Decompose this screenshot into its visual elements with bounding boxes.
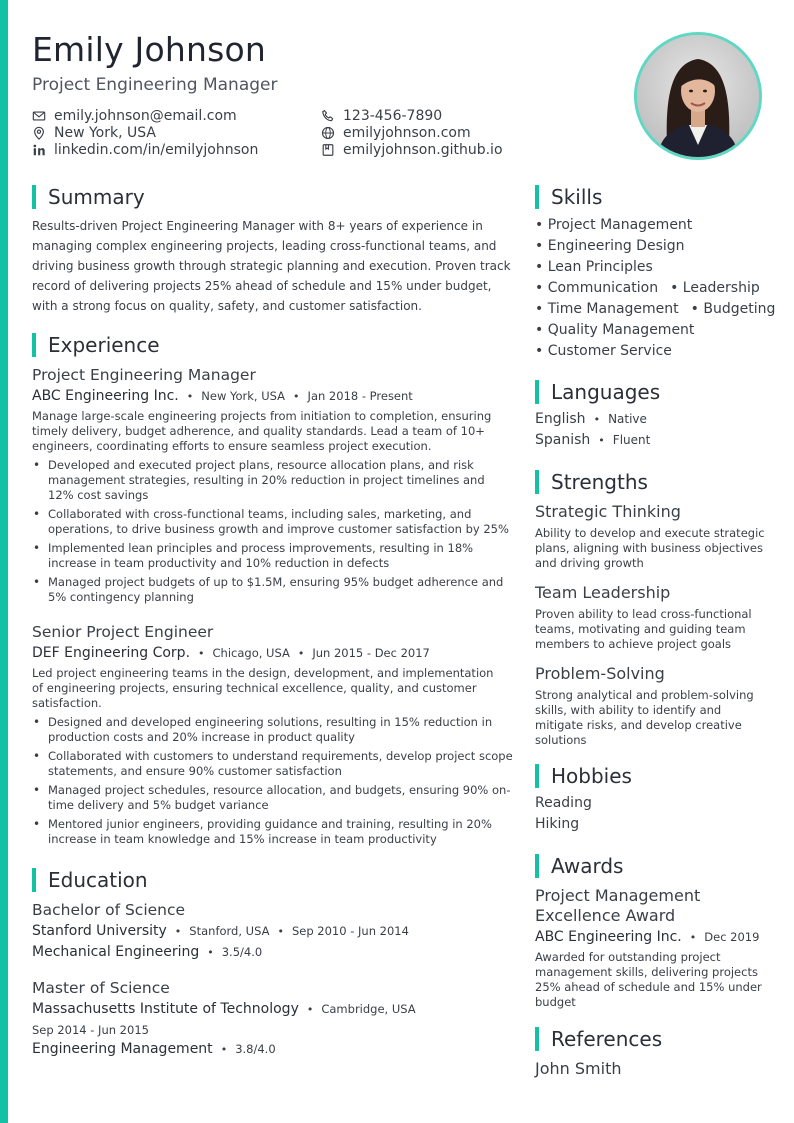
portrait-image bbox=[637, 35, 759, 157]
strength-text: Ability to develop and execute strategic plans, aligning with business objectives and driving growth bbox=[535, 526, 765, 570]
job-bullets bbox=[32, 715, 514, 851]
contact-phone[interactable]: 123-456-7890 bbox=[321, 108, 442, 124]
edu-school: Massachusetts Institute of Technology bbox=[32, 1001, 299, 1017]
list-item: • Mentored junior engineers, providing guidance and training, resulting in 20% increase in team knowledge and 15% increase in team productivity bbox=[32, 817, 514, 847]
skill-item: • Lean Principles bbox=[535, 259, 653, 275]
language-name: Spanish bbox=[535, 432, 591, 448]
profile-photo bbox=[634, 32, 762, 160]
section-skills-header: Skills bbox=[535, 184, 602, 210]
strength-title: Team Leadership bbox=[535, 583, 671, 602]
job-dates: Jun 2015 - Dec 2017 bbox=[312, 646, 430, 660]
section-accent bbox=[535, 1027, 539, 1051]
contact-website[interactable]: emilyjohnson.com bbox=[321, 125, 471, 141]
list-item: • Collaborated with customers to understand requirements, develop project scope statements, and ensure 90% customer satisfaction bbox=[32, 749, 514, 779]
language-item: Spanish • Fluent bbox=[535, 432, 651, 448]
strength-text: Strong analytical and problem-solving skills, with ability to identify and mitigate risks, and develop creative solutions bbox=[535, 688, 754, 747]
strength-title: Strategic Thinking bbox=[535, 502, 681, 521]
language-level: Fluent bbox=[612, 433, 651, 447]
job-description: Led project engineering teams in the design, development, and implementation of engineering projects, ensuring technical excellence, quality, and customer satisfaction. bbox=[32, 666, 494, 710]
list-item: • Managed project budgets of up to $1.5M, ensuring 95% budget adherence and 5% contingency planning bbox=[32, 575, 512, 605]
edu-field-row: Mechanical Engineering • 3.5/4.0 bbox=[32, 944, 263, 960]
contact-location: New York, USA bbox=[32, 125, 156, 141]
edu-school: Stanford University bbox=[32, 923, 167, 939]
skill-item: • Project Management bbox=[535, 217, 693, 233]
skill-item: • Budgeting bbox=[690, 301, 776, 317]
candidate-name: Emily Johnson bbox=[32, 30, 267, 69]
contact-github[interactable]: emilyjohnson.github.io bbox=[321, 142, 503, 158]
linkedin-icon bbox=[32, 143, 46, 157]
edu-degree: Bachelor of Science bbox=[32, 901, 186, 919]
job-title: Senior Project Engineer bbox=[32, 623, 214, 641]
list-item: • Managed project schedules, resource allocation, and budgets, ensuring 90% on-time delivery and 5% budget variance bbox=[32, 783, 514, 813]
skills-list bbox=[535, 215, 775, 362]
section-languages-header: Languages bbox=[535, 379, 660, 405]
edu-gpa: 3.8/4.0 bbox=[235, 1042, 276, 1056]
section-awards-header: Awards bbox=[535, 853, 623, 879]
edu-location: Cambridge, USA bbox=[321, 1002, 416, 1016]
edu-location: Stanford, USA bbox=[189, 924, 270, 938]
language-name: English bbox=[535, 411, 586, 427]
award-date: Dec 2019 bbox=[704, 930, 760, 944]
hobby-item: Reading bbox=[535, 795, 592, 811]
section-accent bbox=[32, 333, 36, 357]
edu-dates: Sep 2010 - Jun 2014 bbox=[291, 924, 409, 938]
map-pin-icon bbox=[32, 126, 46, 140]
section-references-header: References bbox=[535, 1026, 662, 1052]
edu-dates-row bbox=[32, 1022, 149, 1038]
edu-meta: Massachusetts Institute of Technology • Cambridge, USA bbox=[32, 1001, 416, 1017]
skill-item: • Customer Service bbox=[535, 343, 672, 359]
section-accent bbox=[32, 868, 36, 892]
award-title: Project Management Excellence Award bbox=[535, 886, 701, 925]
reference-name: John Smith bbox=[535, 1059, 622, 1078]
globe-icon bbox=[321, 126, 335, 140]
language-level: Native bbox=[608, 412, 647, 426]
section-accent bbox=[535, 854, 539, 878]
edu-field: Engineering Management bbox=[32, 1041, 213, 1057]
job-title: Project Engineering Manager bbox=[32, 366, 256, 384]
envelope-icon bbox=[32, 109, 46, 123]
edu-gpa: 3.5/4.0 bbox=[221, 945, 263, 959]
strength-text: Proven ability to lead cross-functional teams, motivating and guiding team members to achieve project goals bbox=[535, 607, 752, 651]
job-meta: ABC Engineering Inc. • New York, USA • Jan 2018 - Present bbox=[32, 388, 413, 404]
section-accent bbox=[535, 380, 539, 404]
award-issuer: ABC Engineering Inc. bbox=[535, 929, 682, 945]
list-item: • Implemented lean principles and process improvements, resulting in 18% increase in team productivity and 10% reduction in defects bbox=[32, 541, 512, 571]
language-item: English • Native bbox=[535, 411, 647, 427]
job-location: Chicago, USA bbox=[212, 646, 290, 660]
skill-item: • Time Management bbox=[535, 301, 679, 317]
skill-item: • Communication bbox=[535, 280, 659, 296]
contact-email[interactable]: emily.johnson@email.com bbox=[32, 108, 237, 124]
section-accent bbox=[535, 470, 539, 494]
phone-icon bbox=[321, 109, 335, 123]
section-strengths-header: Strengths bbox=[535, 469, 648, 495]
job-location: New York, USA bbox=[201, 389, 286, 403]
section-hobbies-header: Hobbies bbox=[535, 763, 632, 789]
skill-item: • Leadership bbox=[670, 280, 760, 296]
edu-degree: Master of Science bbox=[32, 979, 170, 997]
section-accent bbox=[32, 185, 36, 209]
skill-item: • Quality Management bbox=[535, 322, 695, 338]
contact-linkedin[interactable]: linkedin.com/in/emilyjohnson bbox=[32, 142, 258, 158]
list-item: • Designed and developed engineering solutions, resulting in 15% reduction in production costs and 20% increase in product quality bbox=[32, 715, 514, 745]
job-description: Manage large-scale engineering projects from initiation to completion, ensuring timely delivery, budget adherence, and quality standards. Lead a team of 10+ engineers, coordinating efforts to ensure seamless project execution. bbox=[32, 409, 492, 453]
job-dates: Jan 2018 - Present bbox=[307, 389, 413, 403]
job-company: ABC Engineering Inc. bbox=[32, 388, 179, 404]
job-company: DEF Engineering Corp. bbox=[32, 645, 191, 661]
edu-field-row: Engineering Management • 3.8/4.0 bbox=[32, 1041, 276, 1057]
section-education-header: Education bbox=[32, 867, 148, 893]
strength-title: Problem-Solving bbox=[535, 664, 665, 683]
list-item: • Collaborated with cross-functional teams, including sales, marketing, and operations, to drive business growth and improve customer satisfaction by 25% bbox=[32, 507, 512, 537]
list-item: • Developed and executed project plans, resource allocation plans, and risk management strategies, resulting in 20% reduction in project timelines and 12% cost savings bbox=[32, 458, 512, 503]
section-summary-header: Summary bbox=[32, 184, 145, 210]
hobby-item: Hiking bbox=[535, 816, 580, 832]
award-text: Awarded for outstanding project management skills, delivering projects 25% ahead of schedule and 15% under budget bbox=[535, 950, 762, 1009]
section-accent bbox=[535, 185, 539, 209]
candidate-role: Project Engineering Manager bbox=[32, 75, 278, 95]
skill-item: • Engineering Design bbox=[535, 238, 685, 254]
award-meta: ABC Engineering Inc. • Dec 2019 bbox=[535, 929, 760, 945]
section-accent bbox=[535, 764, 539, 788]
edu-meta: Stanford University • Stanford, USA • Sep 2010 - Jun 2014 bbox=[32, 923, 409, 939]
job-meta: DEF Engineering Corp. • Chicago, USA • Jun 2015 - Dec 2017 bbox=[32, 645, 430, 661]
edu-field: Mechanical Engineering bbox=[32, 944, 200, 960]
edu-dates: Sep 2014 - Jun 2015 bbox=[32, 1023, 149, 1037]
job-bullets bbox=[32, 458, 512, 609]
section-experience-header: Experience bbox=[32, 332, 160, 358]
accent-bar bbox=[0, 0, 8, 1123]
bookmark-icon bbox=[321, 143, 335, 157]
summary-text: Results-driven Project Engineering Manager with 8+ years of experience in managing complex engineering projects, leading cross-functional teams, and driving business growth through strategic planning and execution. Proven track record of delivering projects 25% ahead of schedule and 15% under budget, with a strong focus on quality, safety, and customer satisfaction. bbox=[32, 219, 511, 313]
